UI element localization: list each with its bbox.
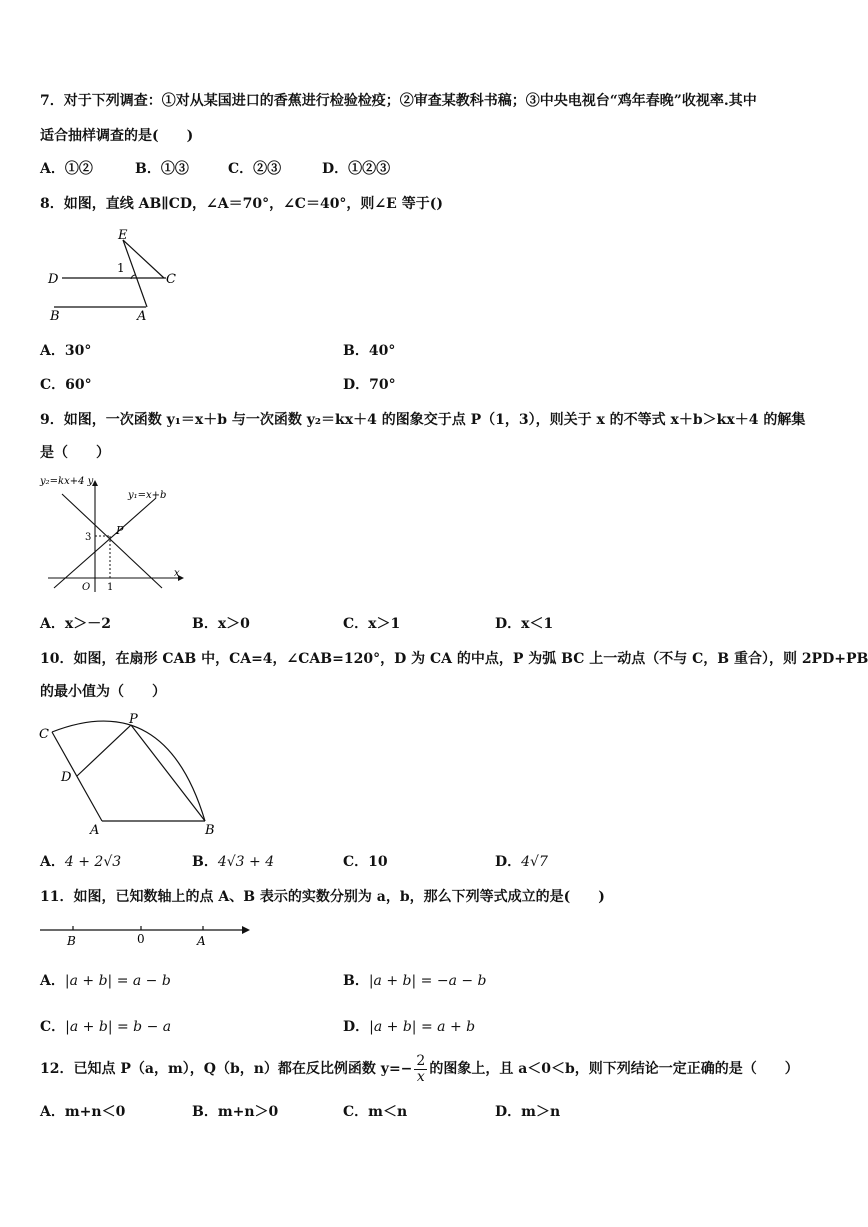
q10-stem-line1: 10．如图，在扇形 CAB 中，CA=4，∠CAB=120°，D 为 CA 的中点，P 为弧 BC 上一动点（不与 C，B 重合），则 2PD+PB	[40, 651, 868, 667]
q11-label-a: A	[197, 934, 206, 948]
q12-option-d: D．m＞n	[495, 1104, 561, 1120]
q7-stem-line2: 适合抽样调查的是( )	[40, 128, 194, 144]
q11-label-b: B	[67, 934, 76, 948]
q11-option-b: B．|a + b| = −a − b	[343, 973, 487, 989]
q9-option-b: B．x＞0	[192, 616, 250, 632]
q10-label-a: A	[90, 823, 100, 838]
q12-fraction: $\frac{2}{x}$	[416, 1052, 426, 1085]
q11-stem: 11．如图，已知数轴上的点 A、B 表示的实数分别为 a，b，那么下列等式成立的是( )	[40, 889, 605, 905]
q10-option-a: A．4 + 2√3	[40, 854, 122, 870]
q10-label-b: B	[205, 823, 215, 838]
q7-option-c: C．②③	[228, 161, 282, 177]
q8-label-1: 1	[117, 261, 125, 275]
q11-option-a: A．|a + b| = a − b	[40, 973, 171, 989]
q8-option-d: D．70°	[343, 377, 396, 393]
q9-label-p: P	[116, 524, 124, 537]
q9-label-3: 3	[85, 532, 92, 543]
q11-label-0: 0	[137, 932, 145, 946]
q9-label-o: O	[82, 582, 91, 593]
q7-option-d: D．①②③	[322, 161, 391, 177]
q9-graph	[38, 472, 188, 597]
q8-option-b: B．40°	[343, 343, 396, 359]
q10-figure	[35, 708, 225, 838]
q11-option-d: D．|a + b| = a + b	[343, 1019, 476, 1035]
q9-stem-line1: 9．如图，一次函数 y₁＝x＋b 与一次函数 y₂＝kx＋4 的图象交于点 P（1，3），则关于 x 的不等式 x＋b＞kx＋4 的解集	[40, 412, 806, 428]
q10-label-d: D	[61, 770, 72, 785]
q8-label-c: C	[166, 272, 176, 287]
q8-option-a: A．30°	[40, 343, 92, 359]
q8-figure	[40, 225, 190, 325]
q7-option-b: B．①③	[135, 161, 189, 177]
q8-label-b: B	[50, 309, 60, 324]
q9-label-1: 1	[107, 582, 114, 593]
q12-option-a: A．m+n＜0	[40, 1104, 126, 1120]
q10-option-c: C．10	[343, 854, 388, 870]
q8-label-a: A	[137, 309, 147, 324]
q12-stem: 12．已知点 P（a，m），Q（b，n）都在反比例函数 y=− $\frac{2}{x}$ 的图象上，且 a＜0＜b，则下列结论一定正确的是（ ）	[40, 1052, 799, 1085]
q9-label-y1: y₁=x+b	[128, 490, 167, 501]
q10-stem-line2: 的最小值为（ ）	[40, 684, 166, 700]
q10-option-d: D．4√7	[495, 854, 548, 870]
q8-option-c: C．60°	[40, 377, 92, 393]
q11-option-c: C．|a + b| = b − a	[40, 1019, 172, 1035]
q9-label-y2: y₂=kx+4 y	[40, 476, 94, 487]
q9-option-d: D．x＜1	[495, 616, 554, 632]
q7-stem-line1: 7．对于下列调查：①对从某国进口的香蕉进行检验检疫；②审查某教科书稿；③中央电视台“鸡年春晚”收视率.其中	[40, 93, 757, 109]
q8-stem: 8．如图，直线 AB∥CD，∠A＝70°，∠C＝40°，则∠E 等于()	[40, 196, 443, 212]
q9-option-c: C．x＞1	[343, 616, 401, 632]
q8-label-e: E	[118, 228, 128, 243]
q12-option-c: C．m＜n	[343, 1104, 408, 1120]
q10-label-c: C	[39, 727, 49, 742]
q10-option-b: B．4√3 + 4	[192, 854, 275, 870]
q12-option-b: B．m+n＞0	[192, 1104, 279, 1120]
q8-label-d: D	[48, 272, 59, 287]
q7-option-a: A．①②	[40, 161, 93, 177]
q9-label-x: x	[174, 568, 180, 579]
q11-number-line	[38, 918, 253, 950]
q9-stem-line2: 是（ ）	[40, 445, 110, 461]
q9-option-a: A．x＞－2	[40, 616, 111, 632]
q10-label-p: P	[129, 712, 138, 727]
